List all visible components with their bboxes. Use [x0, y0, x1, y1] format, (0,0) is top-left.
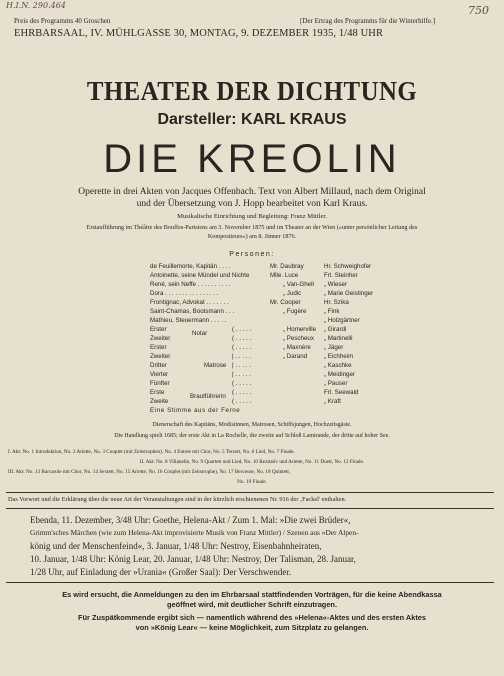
cast-vienna: „ Jäger [324, 344, 344, 351]
notice-line-2: geöffnet wird, mit deutlicher Schrift einzutragen. [167, 600, 337, 609]
foreword-note: Das Vorwort und die Erklärung über die neue Art der Veranstaltungen sind in der kürzlich erschienenen Nr. 916 der ‚Fackel' enthalten. [8, 496, 347, 503]
divider [6, 492, 494, 493]
leader-dots: ( . . . . . [232, 335, 252, 342]
notice-line-1: Es wird ersucht, die Anmeldungen zu den im Ehrbarsaal stattfindenden Vorträgen, für die keine Abendkassa [62, 590, 442, 599]
musical-direction: Musikalische Einrichtung und Begleitung: Franz Mittler. [177, 213, 327, 220]
cast-role: Zweiter [150, 353, 171, 360]
cast-vienna: Hr. Schweighofer [324, 263, 372, 270]
play-title: DIE KREOLIN [103, 137, 401, 181]
archive-mark: H.I.N. 290.464 [6, 1, 66, 10]
acts-line-2: II. Akt: No. 8 Villanelle, No. 9 Quartett und Lied, No. 10 Rezitativ und Ariette, No. 11 Duett, No. 12 Finale. [139, 459, 365, 465]
ensemble-note: Dienerschaft des Kapitäns, Modistinnen, Matrosen, Schiffsjungen, Hochzeitsgäste. [152, 422, 352, 428]
cast-original: „ Darand [283, 353, 308, 360]
group-braut: Brautführerin [190, 393, 226, 400]
cast-vienna: „ Martinelli [324, 335, 353, 342]
cast-vienna: „ Fink [324, 308, 340, 315]
cast-role: Zweiter [150, 335, 171, 342]
cast-original: „ Judic [283, 290, 302, 297]
cast-role: Zweite [150, 398, 169, 405]
cast-role: Erste [150, 389, 165, 396]
cast-original: „ Maxnère [283, 344, 311, 351]
cast-original: „ Pescheux [283, 335, 314, 342]
acts-line-4: No. 19 Finale. [237, 479, 267, 485]
performer-line: Darsteller: KARL KRAUS [157, 111, 347, 128]
cast-vienna: „ Pauser [324, 380, 348, 387]
cast-original: „ Van-Ghell [283, 281, 314, 288]
cast-role: Saint-Chamas, Bootsmann . . . [150, 308, 235, 315]
acts-line-1: I. Akt: No. 1 Introduktion, No. 2 Ariette, No. 3 Couplet (mit Zeitstrophen), No. 4 Entree mit Chor, No. 5 Terzett, No. 6 Lied, No. 7 Finale. [8, 449, 295, 455]
divider [6, 508, 494, 509]
leader-dots: ( . . . . . [232, 398, 252, 405]
leader-dots: ( . . . . . [232, 344, 252, 351]
cast-role: René, sein Neffe . . . . . . . . . . [150, 281, 231, 288]
cast-vienna: „ Wieser [324, 281, 348, 288]
leader-dots: | . . . . . [232, 362, 251, 369]
cast-vienna: „ Kaschke [324, 362, 352, 369]
cast-vienna: Frl. Seewald [324, 389, 359, 396]
cast-vienna: Frl. Steinher [324, 272, 358, 279]
leader-dots: ( . . . . . [232, 389, 252, 396]
cast-vienna: „ Meidinger [324, 371, 355, 378]
proceeds-note: [Der Ertrag des Programms für die Winterhilfe.] [300, 17, 436, 25]
subtitle-2: und der Übersetzung von J. Hopp bearbeitet von Karl Kraus. [136, 199, 368, 209]
venue-line: EHRBARSAAL, IV. MÜHLGASSE 30, MONTAG, 9. DEZEMBER 1935, 1/48 UHR [14, 28, 384, 39]
cast-vienna: Hr. Szika [324, 299, 349, 306]
group-notar: Notar [192, 330, 208, 337]
upcoming-line-5: 1/28 Uhr, auf Einladung der »Urania« (Großer Saal): Der Verschwender. [30, 567, 292, 577]
headline: THEATER DER DICHTUNG [86, 76, 418, 106]
notice-line-4: von »König Lear« — keine Möglichkeit, zum Sitzplatz zu gelangen. [135, 623, 369, 632]
cast-role: Erster [150, 326, 167, 333]
setting-note: Die Handlung spielt 1685; der erste Akt in La Rochelle, die zweite auf Schloß Lamirande, der dritte auf hoher See. [114, 433, 390, 439]
cast-role: Erster [150, 344, 167, 351]
cast-vienna: „ Holzgärtner [324, 317, 360, 324]
subtitle-1: Operette in drei Akten von Jacques Offenbach. Text von Albert Millaud, nach dem Original [78, 187, 426, 197]
premiere-line-2: Kompositeurs«) am 8. Jänner 1876. [207, 233, 297, 240]
cast-role: Dritter [150, 362, 167, 369]
cast-vienna: „ Girardi [324, 326, 347, 333]
cast-role: Dora . . . . . . . . . . . . . . . . [150, 290, 219, 297]
cast-role: de Feuillemorte, Kapitän . . . . [150, 263, 231, 270]
price-note: Preis des Programms 40 Groschen [14, 17, 111, 25]
cast-vienna: „ Kraft [324, 398, 341, 405]
group-matrose: Matrose [204, 362, 227, 369]
divider [6, 582, 494, 583]
cast-role: Antoinette, seine Mündel und Nichte [150, 272, 250, 279]
cast-original: Mlle. Luce [270, 272, 299, 279]
cast-vienna: „ Eichheim [324, 353, 354, 360]
cast-heading: Personen: [229, 251, 275, 258]
cast-role: Mathieu, Steuermann . . . . . [150, 317, 227, 324]
leader-dots: | . . . . . [232, 353, 251, 360]
page-number: 750 [468, 4, 489, 17]
cast-original: Mr. Daubray [270, 263, 304, 270]
cast-role: Vierter [150, 371, 169, 378]
cast-original: „ Homerville [283, 326, 317, 333]
leader-dots: ( . . . . . [232, 326, 252, 333]
upcoming-line-2: Grimm'sches Märchen (wie zum Helena-Akt improvisierte Musik von Franz Mittler) / Szenen aus »Der Alpen- [30, 528, 359, 537]
cast-original: Mr. Cooper [270, 299, 301, 306]
cast-vienna: „ Marie Geistinger [324, 290, 374, 297]
upcoming-line-1: Ebenda, 11. Dezember, 3/48 Uhr: Goethe, Helena-Akt / Zum 1. Mal: »Die zwei Brüder«, [30, 515, 351, 525]
cast-original: „ Fugère [283, 308, 307, 315]
acts-line-3: III. Akt: No. 13 Barcarole mit Chor, No. 14 Sextett, No. 15 Ariette, No. 16 Couplet (mit Zeitstrophe), No. 17 Berceuse, No. 18 Quintett, [8, 469, 291, 475]
premiere-line-1: Erstaufführung im Théâtre des Bouffes-Parisiens am 3. November 1875 und im Theater an der Wien (»unter persönlicher Leitung des [86, 224, 418, 231]
upcoming-line-4: 10. Januar, 1/48 Uhr: König Lear, 20. Januar, 1/48 Uhr: Nestroy, Der Talisman, 28. Januar, [30, 554, 356, 564]
leader-dots: | . . . . . [232, 371, 251, 378]
cast-role: Fünfter [150, 380, 170, 387]
upcoming-line-3: könig und der Menschenfeind«, 3. Januar, 1/48 Uhr: Nestroy, Eisenbahnheiraten, [30, 541, 322, 551]
notice-line-3: Für Zuspätkommende ergibt sich — namentlich während des »Helena«-Aktes und des ersten Aktes [78, 613, 426, 622]
cast-role: Eine Stimme aus der Ferne [150, 407, 241, 414]
cast-role: Frontignac, Advokat . . . . . . . [150, 299, 229, 306]
leader-dots: ( . . . . . [232, 380, 252, 387]
